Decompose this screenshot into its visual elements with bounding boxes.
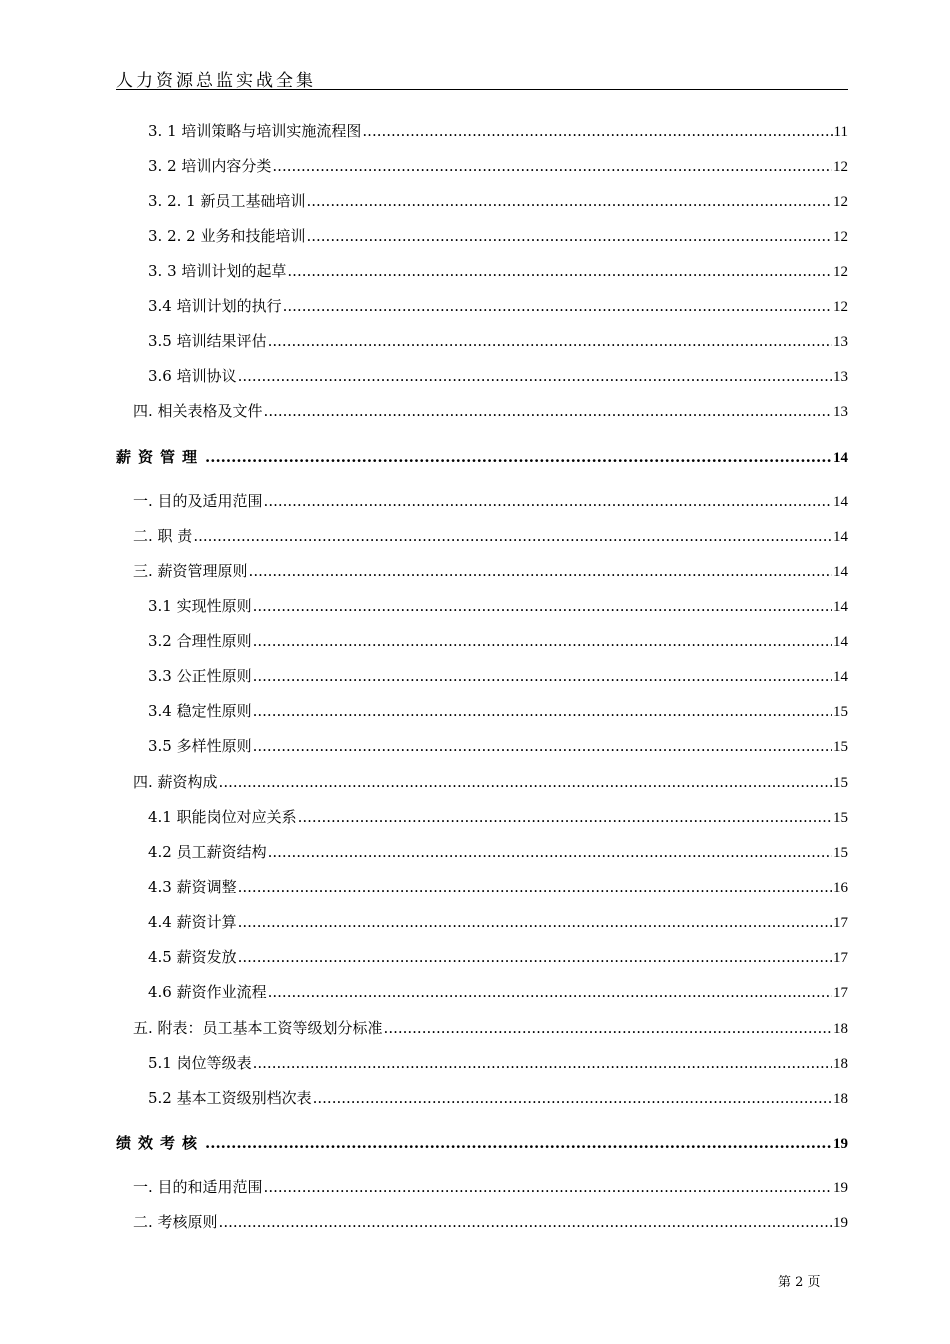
toc-entry[interactable] — [148, 700, 848, 722]
toc-entry[interactable] — [148, 155, 848, 177]
toc-dot-leader — [306, 225, 832, 247]
toc-entry[interactable] — [148, 330, 848, 352]
toc-dot-leader — [193, 525, 832, 547]
toc-entry-label: 3.2 合理性原则 — [148, 632, 252, 650]
toc-entry-page: 19 — [833, 1180, 848, 1196]
toc-entry[interactable] — [148, 1052, 848, 1074]
toc-entry-label: 3.5 培训结果评估 — [148, 332, 267, 350]
toc-entry-label: 4.5 薪资发放 — [148, 948, 237, 966]
toc-chapter-entry[interactable] — [116, 1132, 848, 1154]
toc-entry-page: 17 — [833, 950, 848, 966]
toc-entry[interactable] — [148, 630, 848, 652]
toc-entry-page: 19 — [833, 1136, 848, 1152]
toc-entry-label: 二. 职 责 — [133, 527, 193, 545]
toc-entry-label: 三. 薪资管理原则 — [133, 562, 248, 580]
toc-entry[interactable] — [148, 595, 848, 617]
toc-entry-label: 5.2 基本工资级别档次表 — [148, 1089, 312, 1107]
toc-entry-label: 3.6 培训协议 — [148, 367, 237, 385]
toc-entry-page: 11 — [833, 124, 848, 140]
toc-entry-label: 4.3 薪资调整 — [148, 878, 237, 896]
toc-entry[interactable] — [133, 490, 848, 512]
toc-entry-page: 12 — [833, 299, 848, 315]
toc-entry[interactable] — [148, 806, 848, 828]
toc-chapter-entry[interactable] — [116, 446, 848, 468]
toc-dot-leader — [306, 190, 832, 212]
toc-entry-label: 5.1 岗位等级表 — [148, 1054, 252, 1072]
toc-entry[interactable] — [148, 876, 848, 898]
toc-entry-label: 3.4 稳定性原则 — [148, 702, 252, 720]
toc-dot-leader — [253, 735, 832, 757]
toc-dot-leader — [238, 911, 832, 933]
toc-entry-label: 3.3 公正性原则 — [148, 667, 252, 685]
toc-entry-page: 15 — [833, 704, 848, 720]
toc-entry-label: 3. 2. 2 业务和技能培训 — [148, 227, 306, 245]
toc-dot-leader — [253, 700, 832, 722]
toc-chapter-label: 薪资管理 — [116, 448, 205, 466]
toc-dot-leader — [253, 665, 832, 687]
toc-entry-page: 12 — [833, 194, 848, 210]
toc-entry-page: 18 — [833, 1056, 848, 1072]
toc-entry-page: 17 — [833, 915, 848, 931]
toc-dot-leader — [264, 1176, 832, 1198]
toc-entry-page: 14 — [833, 529, 848, 545]
toc-entry-page: 12 — [833, 264, 848, 280]
toc-entry-label: 4.1 职能岗位对应关系 — [148, 808, 297, 826]
toc-entry[interactable] — [148, 365, 848, 387]
toc-entry[interactable] — [148, 665, 848, 687]
toc-entry-page: 12 — [833, 229, 848, 245]
running-header-title: 人力资源总监实战全集 — [116, 71, 316, 91]
toc-entry[interactable] — [148, 225, 848, 247]
toc-dot-leader — [205, 1132, 832, 1154]
toc-entry-label: 3.1 实现性原则 — [148, 597, 252, 615]
toc-entry-page: 13 — [833, 369, 848, 385]
toc-entry-page: 14 — [833, 450, 848, 466]
toc-dot-leader — [219, 1211, 832, 1233]
toc-entry-page: 16 — [833, 880, 848, 896]
toc-dot-leader — [238, 876, 832, 898]
toc-entry[interactable] — [133, 1211, 848, 1233]
toc-entry[interactable] — [133, 1176, 848, 1198]
toc-entry-page: 14 — [833, 634, 848, 650]
toc-entry-page: 14 — [833, 599, 848, 615]
toc-entry-label: 四. 薪资构成 — [133, 773, 218, 791]
toc-entry[interactable] — [133, 400, 848, 422]
toc-entry[interactable] — [148, 735, 848, 757]
toc-entry-label: 4.2 员工薪资结构 — [148, 843, 267, 861]
toc-dot-leader — [219, 771, 832, 793]
toc-entry-label: 3.4 培训计划的执行 — [148, 297, 282, 315]
toc-dot-leader — [298, 806, 832, 828]
toc-dot-leader — [253, 1052, 832, 1074]
toc-entry-label: 五. 附表：员工基本工资等级划分标准 — [133, 1019, 383, 1037]
toc-entry-page: 15 — [833, 775, 848, 791]
toc-dot-leader — [268, 330, 832, 352]
toc-entry[interactable] — [148, 260, 848, 282]
toc-entry-page: 13 — [833, 334, 848, 350]
toc-entry-page: 15 — [833, 739, 848, 755]
toc-dot-leader — [384, 1017, 832, 1039]
toc-dot-leader — [268, 841, 832, 863]
toc-entry[interactable] — [148, 841, 848, 863]
toc-entry-label: 4.6 薪资作业流程 — [148, 983, 267, 1001]
toc-entry-page: 14 — [833, 494, 848, 510]
toc-entry-label: 3. 2. 1 新员工基础培训 — [148, 192, 306, 210]
toc-dot-leader — [287, 260, 832, 282]
toc-entry-page: 14 — [833, 564, 848, 580]
toc-entry-label: 一. 目的和适用范围 — [133, 1178, 263, 1196]
toc-dot-leader — [238, 946, 832, 968]
toc-entry-label: 3. 1 培训策略与培训实施流程图 — [148, 122, 362, 140]
toc-entry-label: 二. 考核原则 — [133, 1213, 218, 1231]
toc-dot-leader — [249, 560, 832, 582]
toc-dot-leader — [253, 630, 832, 652]
toc-dot-leader — [264, 400, 832, 422]
page-number: 第 2 页 — [778, 1275, 821, 1290]
toc-entry-page: 14 — [833, 669, 848, 685]
toc-entry-label: 一. 目的及适用范围 — [133, 492, 263, 510]
toc-dot-leader — [272, 155, 832, 177]
toc-entry[interactable] — [148, 190, 848, 212]
toc-dot-leader — [283, 295, 832, 317]
toc-entry[interactable] — [148, 1087, 848, 1109]
toc-dot-leader — [362, 120, 832, 142]
toc-entry[interactable] — [133, 525, 848, 547]
toc-chapter-label: 绩效考核 — [116, 1134, 205, 1152]
toc-entry[interactable] — [148, 120, 848, 142]
toc-entry-page: 19 — [833, 1215, 848, 1231]
toc-entry-page: 17 — [833, 985, 848, 1001]
toc-entry[interactable] — [133, 560, 848, 582]
toc-dot-leader — [205, 446, 832, 468]
toc-entry-page: 13 — [833, 404, 848, 420]
toc-entry-page: 15 — [833, 810, 848, 826]
toc-entry[interactable] — [133, 771, 848, 793]
toc-entry-page: 18 — [833, 1091, 848, 1107]
toc-dot-leader — [268, 981, 832, 1003]
toc-entry-page: 12 — [833, 159, 848, 175]
toc-entry-label: 3.5 多样性原则 — [148, 737, 252, 755]
toc-entry-page: 15 — [833, 845, 848, 861]
toc-entry[interactable] — [133, 1017, 848, 1039]
toc-entry[interactable] — [148, 946, 848, 968]
toc-entry-label: 3. 3 培训计划的起草 — [148, 262, 287, 280]
toc-entry[interactable] — [148, 295, 848, 317]
toc-dot-leader — [313, 1087, 832, 1109]
toc-entry[interactable] — [148, 911, 848, 933]
toc-dot-leader — [253, 595, 832, 617]
toc-dot-leader — [264, 490, 832, 512]
toc-entry-page: 18 — [833, 1021, 848, 1037]
toc-entry-label: 四. 相关表格及文件 — [133, 402, 263, 420]
toc-entry-label: 4.4 薪资计算 — [148, 913, 237, 931]
toc-entry-label: 3. 2 培训内容分类 — [148, 157, 272, 175]
toc-entry[interactable] — [148, 981, 848, 1003]
toc-dot-leader — [238, 365, 832, 387]
